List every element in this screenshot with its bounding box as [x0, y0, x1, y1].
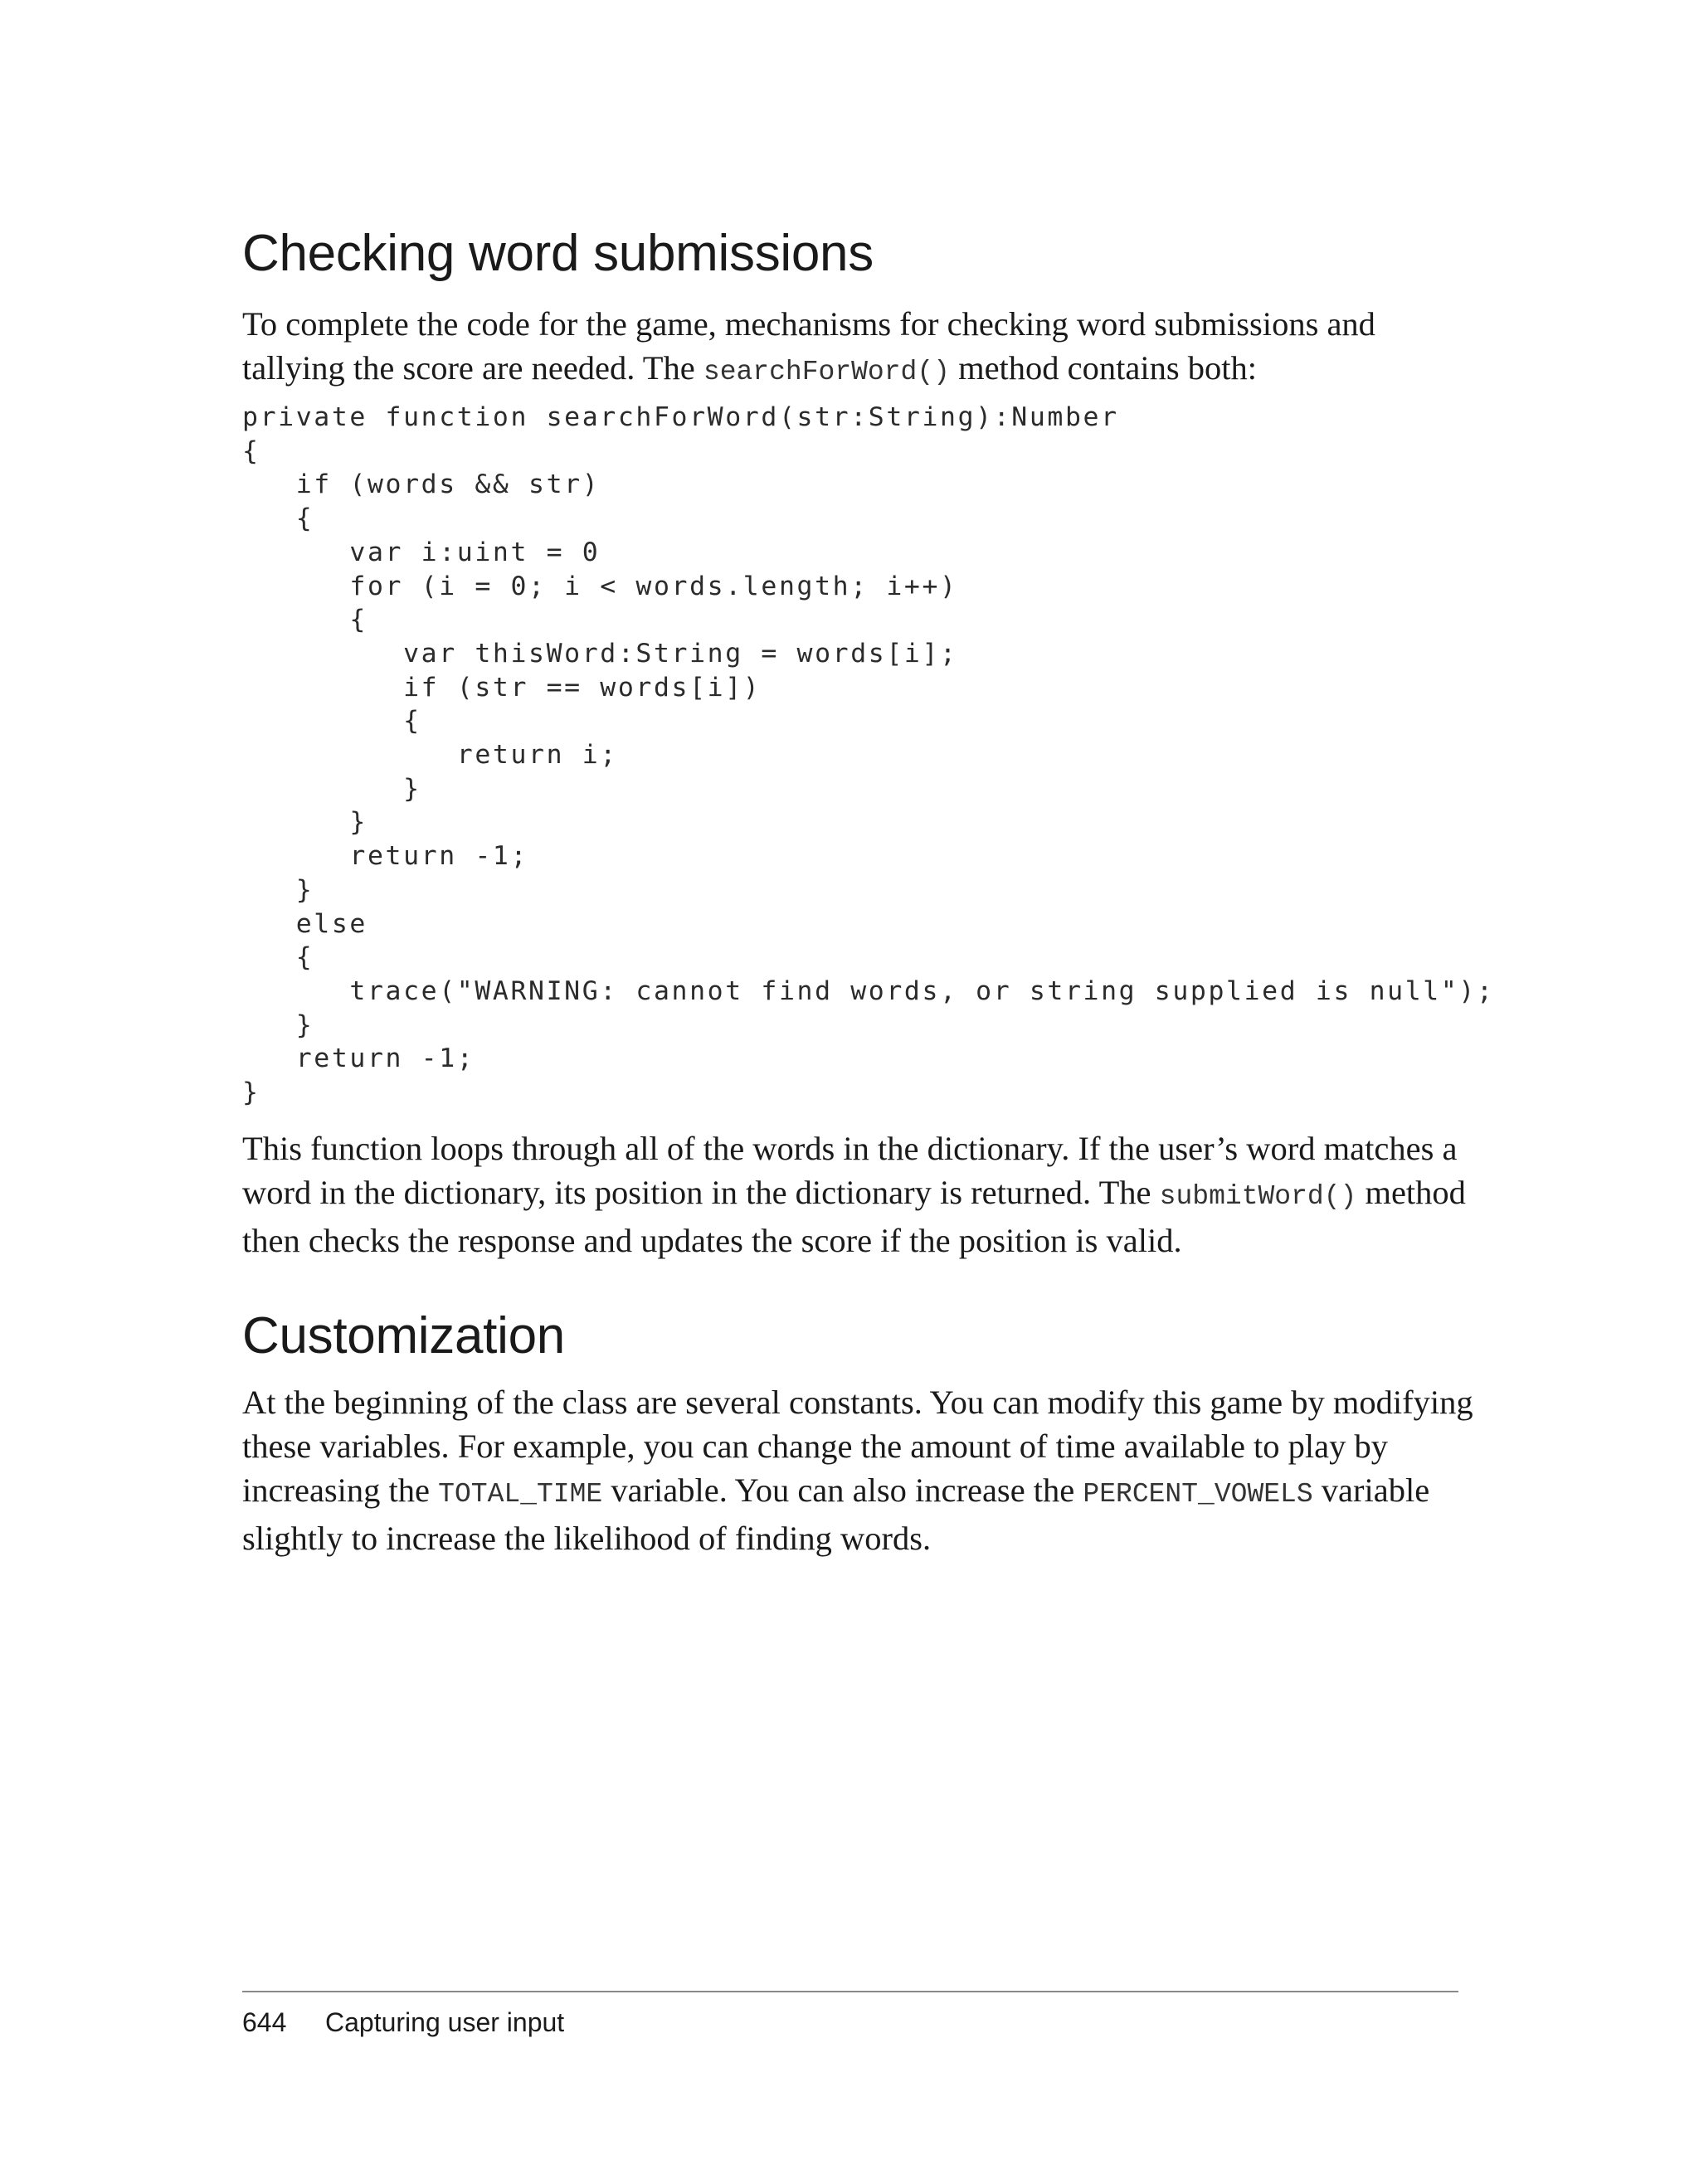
explanation-text-before: This function loops through all of the words in the dictionary. If the user’s word matches a word in the dictionary, its position in the dictionary is returned. The: [242, 1130, 1458, 1211]
chapter-title: Capturing user input: [325, 2007, 565, 2037]
intro-text-before: To complete the code for the game, mechanisms for checking word submissions and tallying the score are needed. The: [242, 305, 1375, 387]
explanation-paragraph: [242, 1126, 1478, 1262]
customization-text-3: variable slightly to increase the likelihood of finding words.: [242, 1471, 1430, 1557]
intro-paragraph: [242, 302, 1478, 394]
code-block-searchForWord: private function searchForWord(str:String):Number { if (words && str) { var i:uint = 0 for (i = 0; i < words.length; i++) { var thisWord:String = words[i]; if (str == words[i]) { return i; } } return -1; } else { trace("WARNING: cannot find words, or string supplied is null"); } return -1; }: [242, 402, 1495, 1108]
section-heading-customization: Customization: [242, 1307, 565, 1364]
page-footer: [242, 2006, 564, 2039]
section-heading-checking-word-submissions: Checking word submissions: [242, 225, 874, 282]
footer-divider: [242, 1991, 1458, 1992]
intro-text-after: method contains both:: [949, 349, 1258, 387]
inline-code-searchForWord: searchForWord(): [703, 357, 950, 387]
inline-code-total-time: TOTAL_TIME: [438, 1479, 603, 1510]
inline-code-percent-vowels: PERCENT_VOWELS: [1083, 1479, 1313, 1510]
customization-text-1: At the beginning of the class are several constants. You can modify this game by modifying these variables. For example, you can change the amount of time available to play by increasing the: [242, 1384, 1473, 1509]
customization-text-2: variable. You can also increase the: [602, 1471, 1083, 1509]
explanation-text-after: method then checks the response and updates the score if the position is valid.: [242, 1174, 1466, 1259]
inline-code-submitWord: submitWord(): [1159, 1181, 1357, 1212]
page-number: 644: [242, 2007, 287, 2037]
customization-paragraph: [242, 1380, 1478, 1560]
